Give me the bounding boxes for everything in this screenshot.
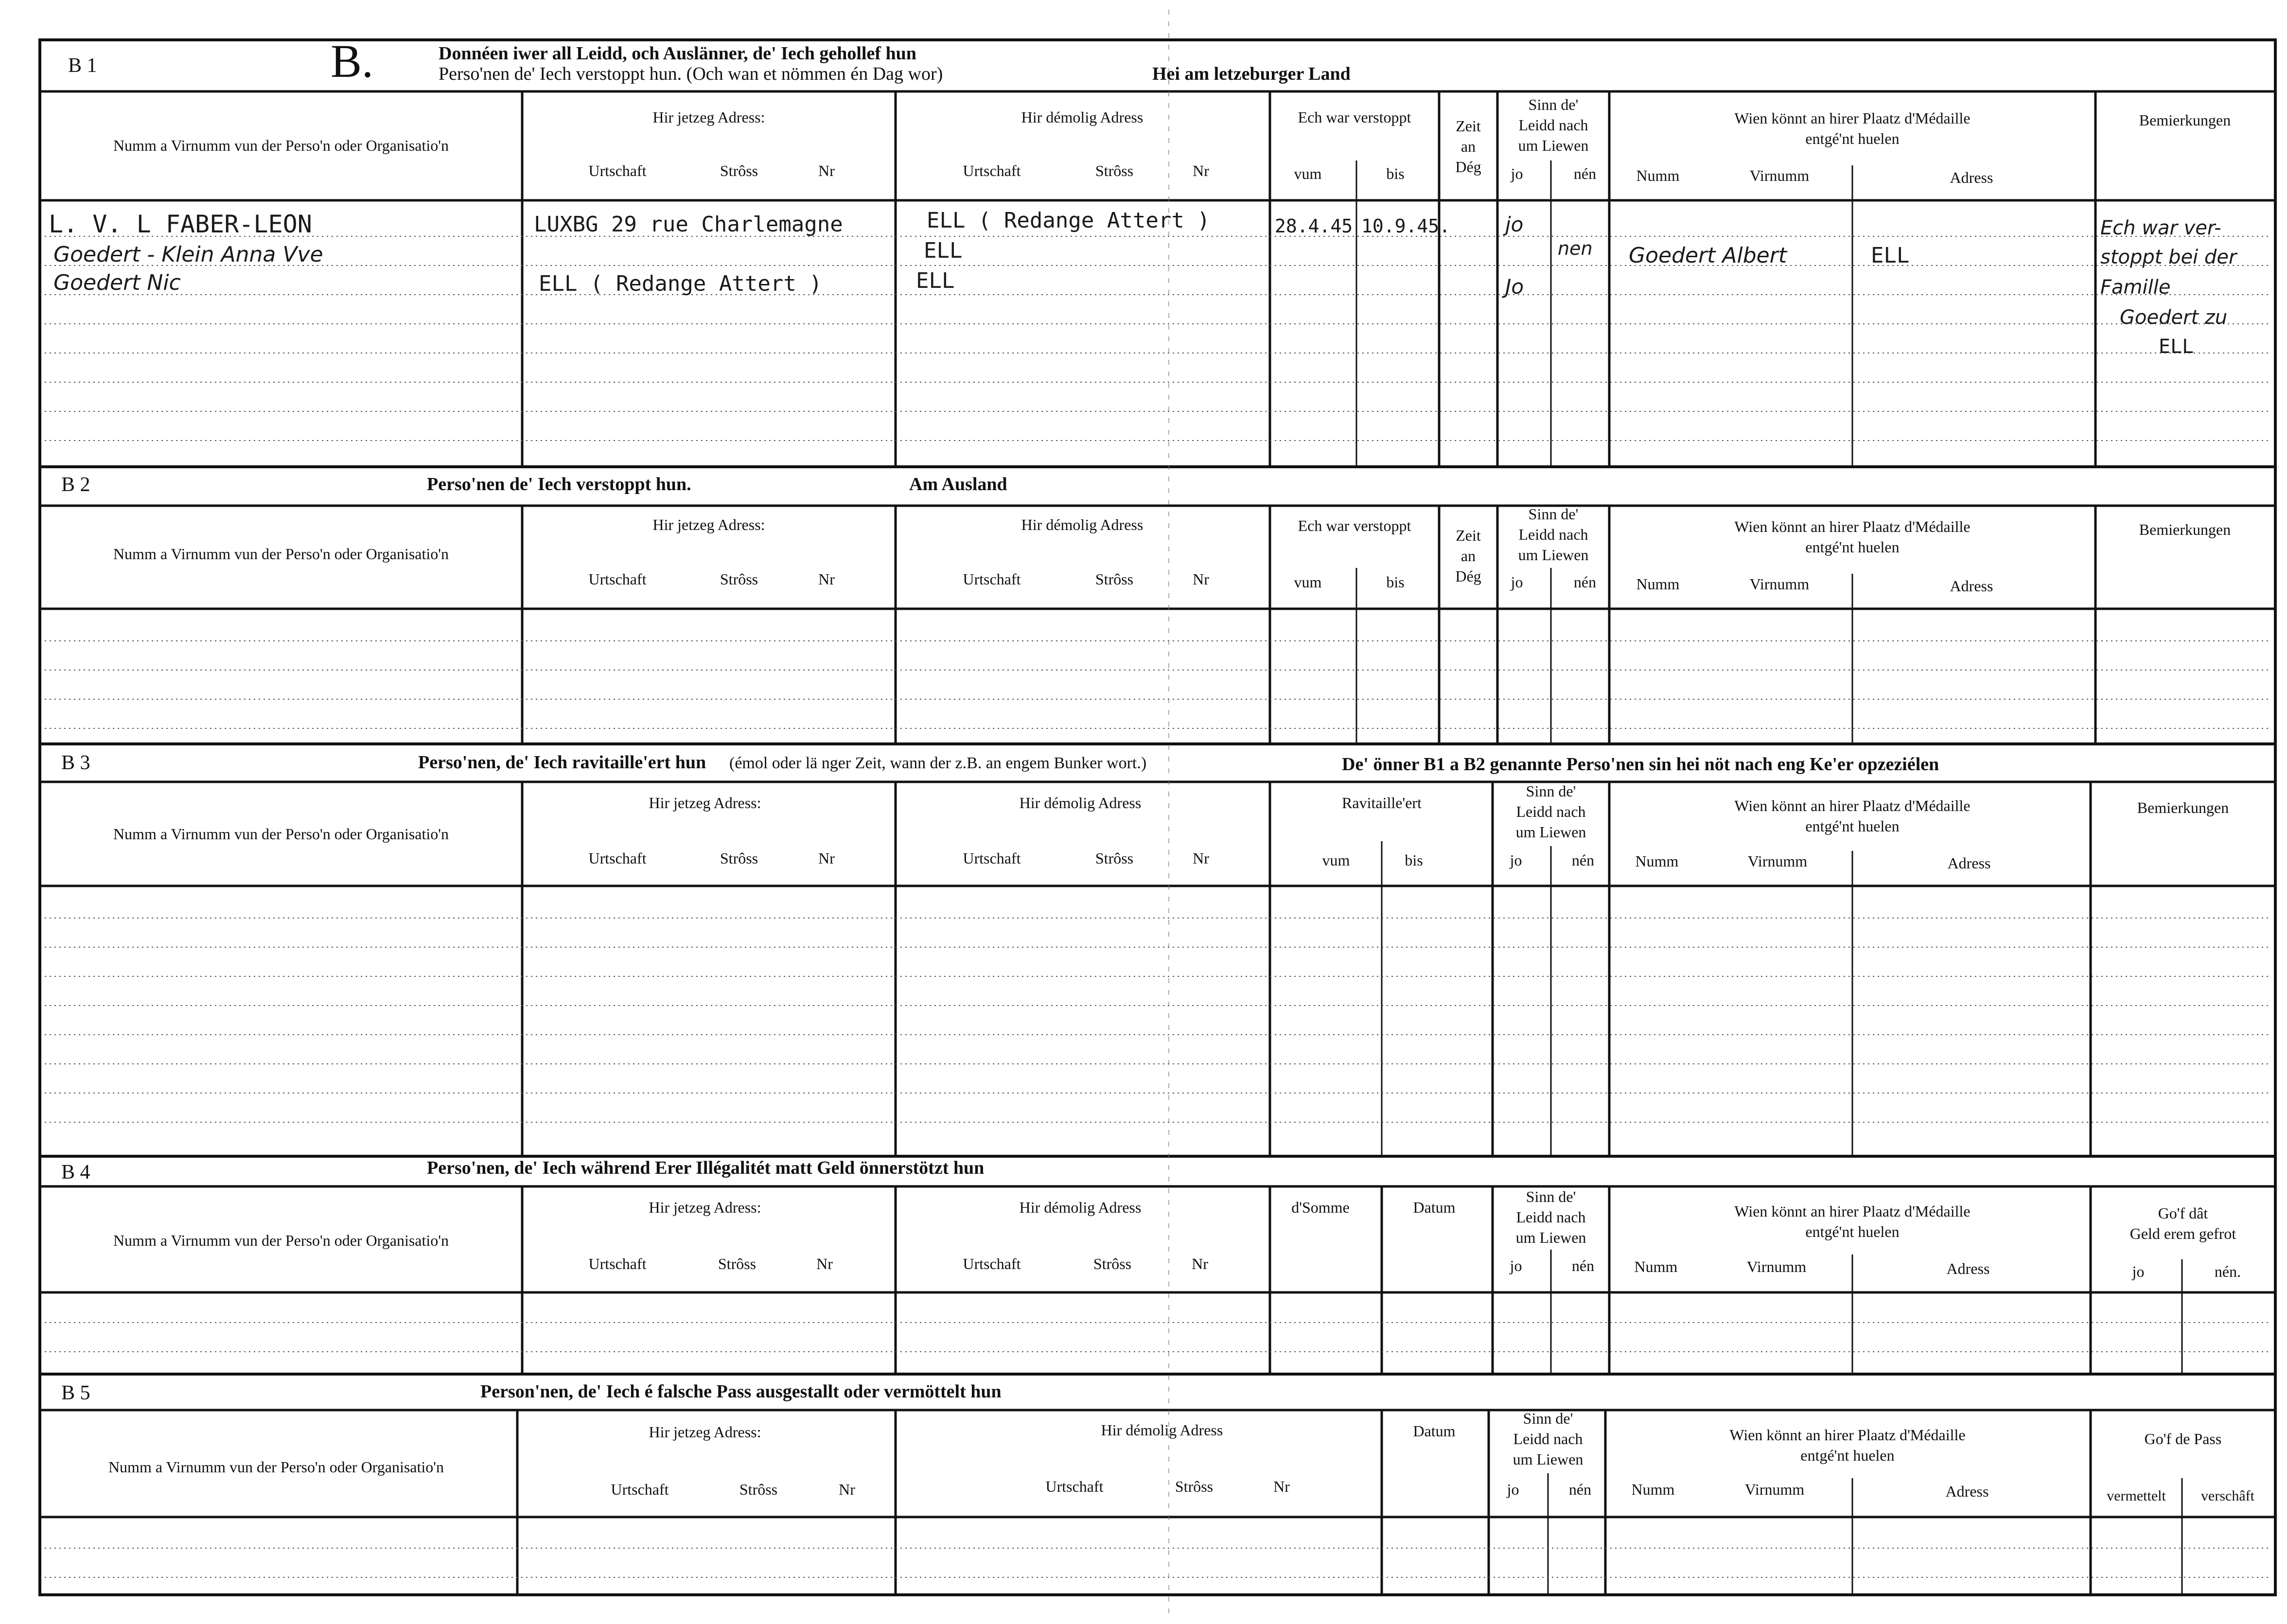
header-nen: nén xyxy=(1571,1257,1595,1274)
entry-current-address: LUXBG 29 rue Charlemagne xyxy=(534,212,843,237)
header-zeit: Zeit xyxy=(1456,117,1481,135)
header-former-address: Hir démolig Adress xyxy=(1019,794,1142,812)
header-name: Numm a Virnumm vun der Perso'n oder Organisatio'n xyxy=(108,1458,444,1476)
header-sinn: Sinn de' xyxy=(1528,505,1579,523)
header-zeit: an xyxy=(1460,547,1476,565)
header-stross: Strôss xyxy=(1093,1255,1132,1272)
header-name: Numm a Virnumm vun der Perso'n oder Organisatio'n xyxy=(113,545,449,563)
header-zeit: an xyxy=(1460,138,1476,155)
header-medal: entgé'nt huelen xyxy=(1805,1223,1900,1240)
header-virnumm: Virnumm xyxy=(1746,1258,1807,1275)
header-nen: nén xyxy=(1573,573,1597,591)
header-nr: Nr xyxy=(818,570,835,588)
entry-former-address: ELL ( Redange Attert ) xyxy=(927,208,1210,233)
header-ravit: Ravitaille'ert xyxy=(1342,794,1422,812)
header-vum: vum xyxy=(1294,165,1322,182)
section-code: B 1 xyxy=(68,54,97,77)
header-nr: Nr xyxy=(818,162,835,179)
section-title-paren: (émol oder lä nger Zeit, wann der z.B. an engem Bunker wort.) xyxy=(729,754,1147,772)
header-sinn: Leidd nach xyxy=(1513,1430,1583,1447)
header-stross: Strôss xyxy=(720,570,758,588)
header-remarks: Bemierkungen xyxy=(2139,111,2231,129)
header-zeit: Zeit xyxy=(1456,527,1481,544)
header-sinn: um Liewen xyxy=(1515,1229,1586,1246)
header-bis: bis xyxy=(1386,165,1405,182)
header-urtschaft: Urtschaft xyxy=(588,849,647,867)
header-virnumm: Virnumm xyxy=(1744,1481,1805,1498)
header-nen: nén xyxy=(1571,851,1595,869)
section-title: Perso'nen, de' Iech ravitaille'ert hun xyxy=(418,752,706,773)
header-somme: d'Somme xyxy=(1291,1199,1350,1216)
header-zeit: Dég xyxy=(1455,158,1481,176)
section-title: Perso'nen, de' Iech während Erer Illégalitét matt Geld önnerstötzt hun xyxy=(427,1158,985,1178)
header-gof-jo: jo xyxy=(2132,1263,2145,1280)
entry-remark-line: ELL xyxy=(2159,335,2194,358)
form-border xyxy=(40,40,2275,1595)
header-current-address: Hir jetzeg Adress: xyxy=(652,108,765,126)
header-name: Numm a Virnumm vun der Perso'n oder Organisatio'n xyxy=(113,137,449,154)
header-hidden: Ech war verstoppt xyxy=(1298,517,1411,534)
entry-vum: 28.4.45 xyxy=(1275,215,1353,237)
header-gof: Geld erem gefrot xyxy=(2129,1225,2236,1242)
header-stross: Strôss xyxy=(1095,162,1134,179)
entry-nen: nen xyxy=(1558,238,1593,259)
header-numm: Numm xyxy=(1634,1258,1678,1275)
header-stross: Strôss xyxy=(739,1481,778,1498)
header-stross: Strôss xyxy=(720,162,758,179)
entry-name: Goedert - Klein Anna Vve xyxy=(53,242,323,267)
header-bis: bis xyxy=(1386,573,1405,591)
section-code: B 5 xyxy=(61,1382,90,1404)
entry-current-address: ELL ( Redange Attert ) xyxy=(539,271,822,296)
header-virnumm: Virnumm xyxy=(1747,852,1808,870)
header-current-address: Hir jetzeg Adress: xyxy=(649,794,761,812)
header-sinn: Leidd nach xyxy=(1518,116,1588,134)
header-gof-nen: nén. xyxy=(2214,1263,2241,1280)
entry-former-address: ELL xyxy=(916,268,955,293)
header-sinn: Leidd nach xyxy=(1518,526,1588,543)
header-nr: Nr xyxy=(1193,570,1209,588)
header-nen: nén xyxy=(1573,165,1597,182)
entry-jo: Jo xyxy=(1505,275,1524,299)
header-nr: Nr xyxy=(1192,1255,1208,1272)
header-urtschaft: Urtschaft xyxy=(963,570,1021,588)
header-urtschaft: Urtschaft xyxy=(1045,1478,1104,1495)
header-stross: Strôss xyxy=(1175,1478,1214,1495)
header-pass: Go'f de Pass xyxy=(2144,1430,2222,1447)
section-title: Perso'nen de' Iech verstoppt hun. xyxy=(427,474,691,494)
header-remarks: Bemierkungen xyxy=(2137,799,2229,816)
entry-bis: 10.9.45. xyxy=(1361,215,1451,237)
header-virnumm: Virnumm xyxy=(1749,575,1810,593)
header-former-address: Hir démolig Adress xyxy=(1019,1199,1142,1216)
header-nr: Nr xyxy=(816,1255,833,1272)
header-sinn: um Liewen xyxy=(1513,1450,1583,1468)
header-medal: Wien könnt an hirer Plaatz d'Médaille xyxy=(1734,518,1970,535)
header-numm: Numm xyxy=(1636,575,1680,593)
section-title: Donnéen iwer all Leidd, och Auslänner, de' Iech gehollef hun xyxy=(439,43,916,64)
header-adress: Adress xyxy=(1950,577,1993,595)
header-nr: Nr xyxy=(839,1481,855,1498)
header-medal: Wien könnt an hirer Plaatz d'Médaille xyxy=(1734,797,1970,814)
header-adress: Adress xyxy=(1947,854,1991,872)
header-nr: Nr xyxy=(818,849,835,867)
section-code: B 4 xyxy=(61,1161,90,1183)
header-sinn: Sinn de' xyxy=(1526,782,1576,800)
header-virnumm: Virnumm xyxy=(1749,167,1810,184)
header-medal: entgé'nt huelen xyxy=(1805,130,1900,147)
header-zeit: Dég xyxy=(1455,567,1481,585)
header-adress: Adress xyxy=(1945,1483,1989,1500)
entry-remark-line: Goedert zu xyxy=(2120,306,2228,329)
entry-remark-line: stoppt bei der xyxy=(2100,246,2237,268)
header-sinn: um Liewen xyxy=(1518,546,1589,564)
header-urtschaft: Urtschaft xyxy=(611,1481,669,1498)
header-datum: Datum xyxy=(1413,1199,1456,1216)
section-extra: De' önner B1 a B2 genannte Perso'nen sin hei nöt nach eng Ke'er opzeziélen xyxy=(1342,754,1939,775)
header-urtschaft: Urtschaft xyxy=(588,570,647,588)
header-numm: Numm xyxy=(1635,852,1679,870)
header-medal: Wien könnt an hirer Plaatz d'Médaille xyxy=(1734,109,1970,127)
header-adress: Adress xyxy=(1950,169,1993,186)
section-b4 xyxy=(40,1158,2275,1374)
header-medal: entgé'nt huelen xyxy=(1800,1447,1895,1464)
header-former-address: Hir démolig Adress xyxy=(1101,1421,1223,1439)
header-urtschaft: Urtschaft xyxy=(963,849,1021,867)
header-numm: Numm xyxy=(1631,1481,1675,1498)
header-current-address: Hir jetzeg Adress: xyxy=(652,516,765,533)
entry-remark-line: Ech war ver- xyxy=(2100,217,2221,239)
header-vermettelt: vermettelt xyxy=(2107,1488,2166,1504)
header-sinn: Sinn de' xyxy=(1526,1188,1576,1205)
header-name: Numm a Virnumm vun der Perso'n oder Organisatio'n xyxy=(113,1232,449,1249)
header-numm: Numm xyxy=(1636,167,1680,184)
header-urtschaft: Urtschaft xyxy=(588,162,647,179)
section-code: B 2 xyxy=(61,474,90,496)
section-code: B 3 xyxy=(61,752,90,774)
header-urtschaft: Urtschaft xyxy=(963,1255,1021,1272)
header-jo: jo xyxy=(1511,573,1523,591)
header-sinn: Leidd nach xyxy=(1516,1208,1586,1226)
header-current-address: Hir jetzeg Adress: xyxy=(649,1423,761,1441)
header-medal: entgé'nt huelen xyxy=(1805,538,1900,556)
section-title: Person'nen, de' Iech é falsche Pass ausgestallt oder vermöttelt hun xyxy=(480,1381,1002,1402)
header-vum: vum xyxy=(1294,573,1322,591)
entry-jo: jo xyxy=(1505,212,1524,236)
header-name: Numm a Virnumm vun der Perso'n oder Organisatio'n xyxy=(113,825,449,843)
header-jo: jo xyxy=(1507,1481,1519,1498)
entry-former-address: ELL xyxy=(924,238,963,263)
entry-name: Goedert Nic xyxy=(53,270,181,295)
header-jo: jo xyxy=(1510,1257,1522,1274)
section-extra: Am Ausland xyxy=(909,474,1007,494)
header-datum: Datum xyxy=(1413,1422,1456,1440)
header-stross: Strôss xyxy=(1095,849,1134,867)
header-medal: Wien könnt an hirer Plaatz d'Médaille xyxy=(1734,1202,1970,1220)
header-sinn: um Liewen xyxy=(1515,823,1586,841)
header-jo: jo xyxy=(1510,851,1522,869)
header-remarks: Bemierkungen xyxy=(2139,521,2231,538)
entry-medal-numm: Goedert Albert xyxy=(1629,243,1787,268)
section-b2 xyxy=(40,474,2275,744)
header-medal: entgé'nt huelen xyxy=(1805,817,1900,835)
header-hidden: Ech war verstoppt xyxy=(1298,108,1411,126)
header-nr: Nr xyxy=(1193,162,1209,179)
section-b3 xyxy=(40,752,2275,1156)
section-extra: Hei am letzeburger Land xyxy=(1152,64,1351,84)
section-subtitle: Perso'nen de' Iech verstoppt hun. (Och wan et nömmen én Dag wor) xyxy=(439,64,943,84)
header-current-address: Hir jetzeg Adress: xyxy=(649,1199,761,1216)
header-gof: Go'f dât xyxy=(2158,1204,2208,1222)
header-stross: Strôss xyxy=(718,1255,756,1272)
header-sinn: Sinn de' xyxy=(1523,1410,1573,1427)
section-big-letter: B. xyxy=(331,35,374,87)
header-nr: Nr xyxy=(1193,849,1209,867)
header-vum: vum xyxy=(1322,851,1350,869)
header-jo: jo xyxy=(1511,165,1523,182)
entry-remark-line: Famille xyxy=(2100,276,2171,299)
header-medal: Wien könnt an hirer Plaatz d'Médaille xyxy=(1729,1426,1966,1444)
header-bis: bis xyxy=(1405,851,1423,869)
header-nen: nén xyxy=(1568,1481,1592,1498)
header-sinn: Sinn de' xyxy=(1528,96,1579,113)
header-stross: Strôss xyxy=(1095,570,1134,588)
header-adress: Adress xyxy=(1946,1260,1990,1277)
entry-medal-adress: ELL xyxy=(1871,243,1910,268)
header-sinn: um Liewen xyxy=(1518,137,1589,154)
section-b1 xyxy=(40,35,2275,467)
header-urtschaft: Urtschaft xyxy=(963,162,1021,179)
header-stross: Strôss xyxy=(720,849,758,867)
header-sinn: Leidd nach xyxy=(1516,803,1586,820)
header-verschaft: verschâft xyxy=(2201,1488,2254,1504)
entry-name: L. V. L FABER-LEON xyxy=(49,210,312,238)
header-nr: Nr xyxy=(1273,1478,1290,1495)
header-urtschaft: Urtschaft xyxy=(588,1255,647,1272)
header-former-address: Hir démolig Adress xyxy=(1021,108,1144,126)
section-b5 xyxy=(40,1381,2275,1595)
header-former-address: Hir démolig Adress xyxy=(1021,516,1144,533)
